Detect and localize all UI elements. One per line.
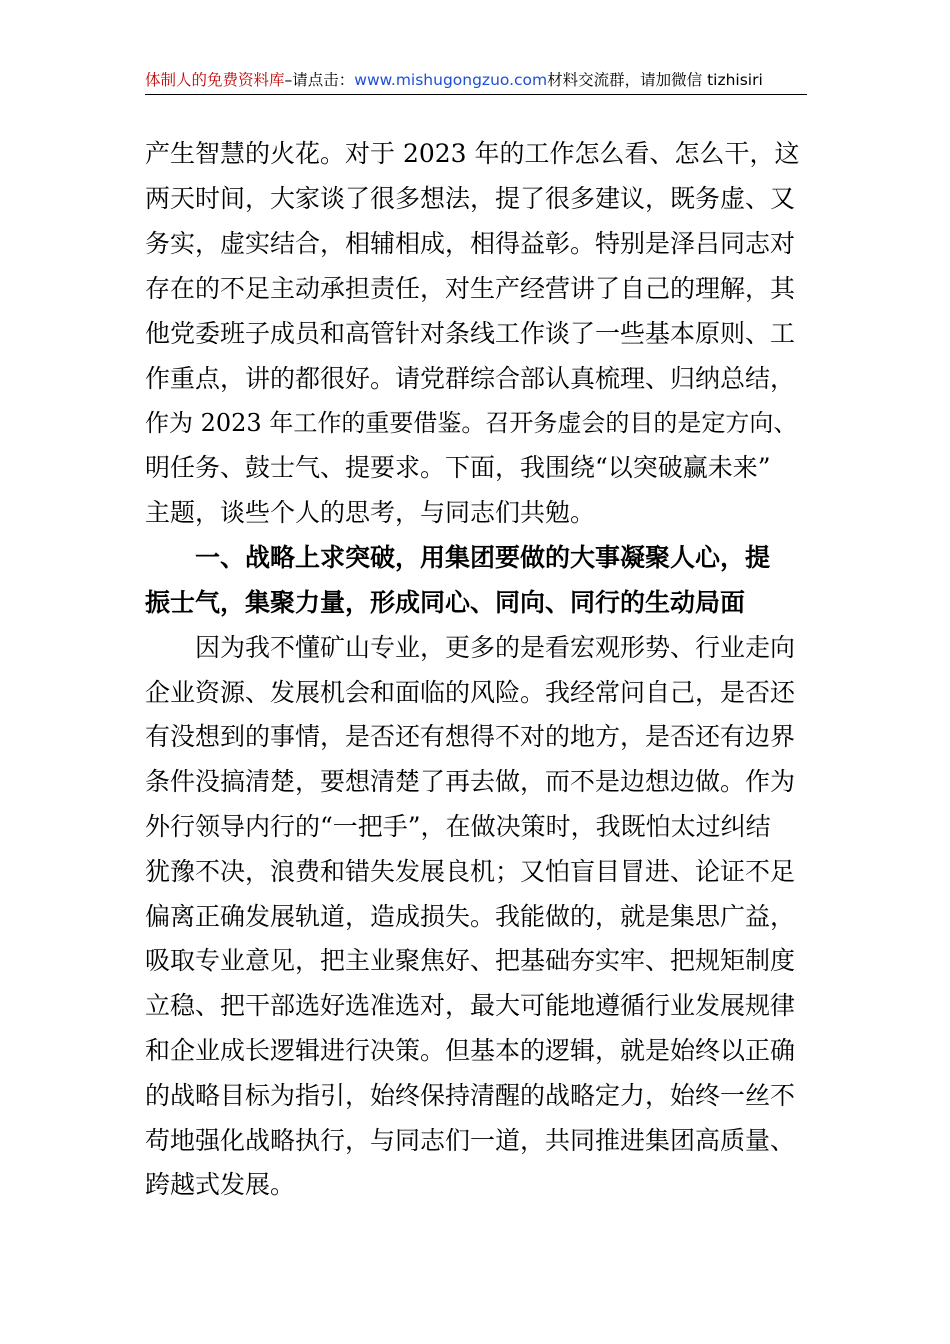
paragraph-2-line: 外行领导内行的“一把手”，在做决策时，我既怕太过纠结	[145, 812, 771, 841]
paragraph-1-line: 明任务、鼓士气、提要求。下面，我围绕“以突破赢未来”	[145, 453, 771, 482]
section-heading-line: 振士气，集聚力量，形成同心、同向、同行的生动局面	[145, 588, 746, 617]
paragraph-1-line: 务实，虚实结合，相辅相成，相得益彰。特别是泽吕同志对	[145, 229, 796, 258]
paragraph-2-line: 偏离正确发展轨道，造成损失。我能做的，就是集思广益，	[145, 902, 796, 931]
paragraph-1-line: 存在的不足主动承担责任，对生产经营讲了自己的理解，其	[145, 274, 796, 303]
paragraph-2-line: 立稳、把干部选好选准选对，最大可能地遵循行业发展规律	[145, 991, 796, 1020]
section-heading-line: 一、战略上求突破，用集团要做的大事凝聚人心，提	[195, 543, 771, 572]
header-suffix: 材料交流群，请加微信 tizhisiri	[547, 71, 763, 89]
paragraph-1-line: 产生智慧的火花。对于 2023 年的工作怎么看、怎么干，这	[145, 139, 800, 168]
paragraph-1-line: 作重点，讲的都很好。请党群综合部认真梳理、归纳总结，	[145, 364, 796, 393]
paragraph-2-line: 条件没搞清楚，要想清楚了再去做，而不是边想边做。作为	[145, 767, 796, 796]
paragraph-2-line: 苟地强化战略执行，与同志们一道，共同推进集团高质量、	[145, 1126, 796, 1155]
paragraph-1-line: 他党委班子成员和高管针对条线工作谈了一些基本原则、工	[145, 319, 796, 348]
paragraph-2-line: 因为我不懂矿山专业，更多的是看宏观形势、行业走向	[195, 633, 796, 662]
paragraph-1-line: 主题，谈些个人的思考，与同志们共勉。	[145, 498, 596, 527]
header-prompt: –请点击：	[284, 71, 355, 89]
page-header	[145, 66, 807, 95]
paragraph-2-line: 跨越式发展。	[145, 1170, 296, 1199]
paragraph-2-line: 有没想到的事情，是否还有想得不对的地方，是否还有边界	[145, 722, 796, 751]
paragraph-2-line: 的战略目标为指引，始终保持清醒的战略定力，始终一丝不	[145, 1081, 796, 1110]
paragraph-2-line: 企业资源、发展机会和面临的风险。我经常问自己，是否还	[145, 678, 796, 707]
header-url-link[interactable]: www.mishugongzuo.com	[354, 71, 548, 89]
paragraph-2-line: 和企业成长逻辑进行决策。但基本的逻辑，就是始终以正确	[145, 1036, 796, 1065]
paragraph-2-line: 犹豫不决，浪费和错失发展良机；又怕盲目冒进、论证不足	[145, 857, 796, 886]
header-brand: 体制人的免费资料库	[145, 71, 285, 89]
paragraph-1-line: 两天时间，大家谈了很多想法，提了很多建议，既务虚、又	[145, 184, 796, 213]
paragraph-2-line: 吸取专业意见，把主业聚焦好、把基础夯实牢、把规矩制度	[145, 946, 796, 975]
paragraph-1-line: 作为 2023 年工作的重要借鉴。召开务虚会的目的是定方向、	[145, 409, 798, 437]
